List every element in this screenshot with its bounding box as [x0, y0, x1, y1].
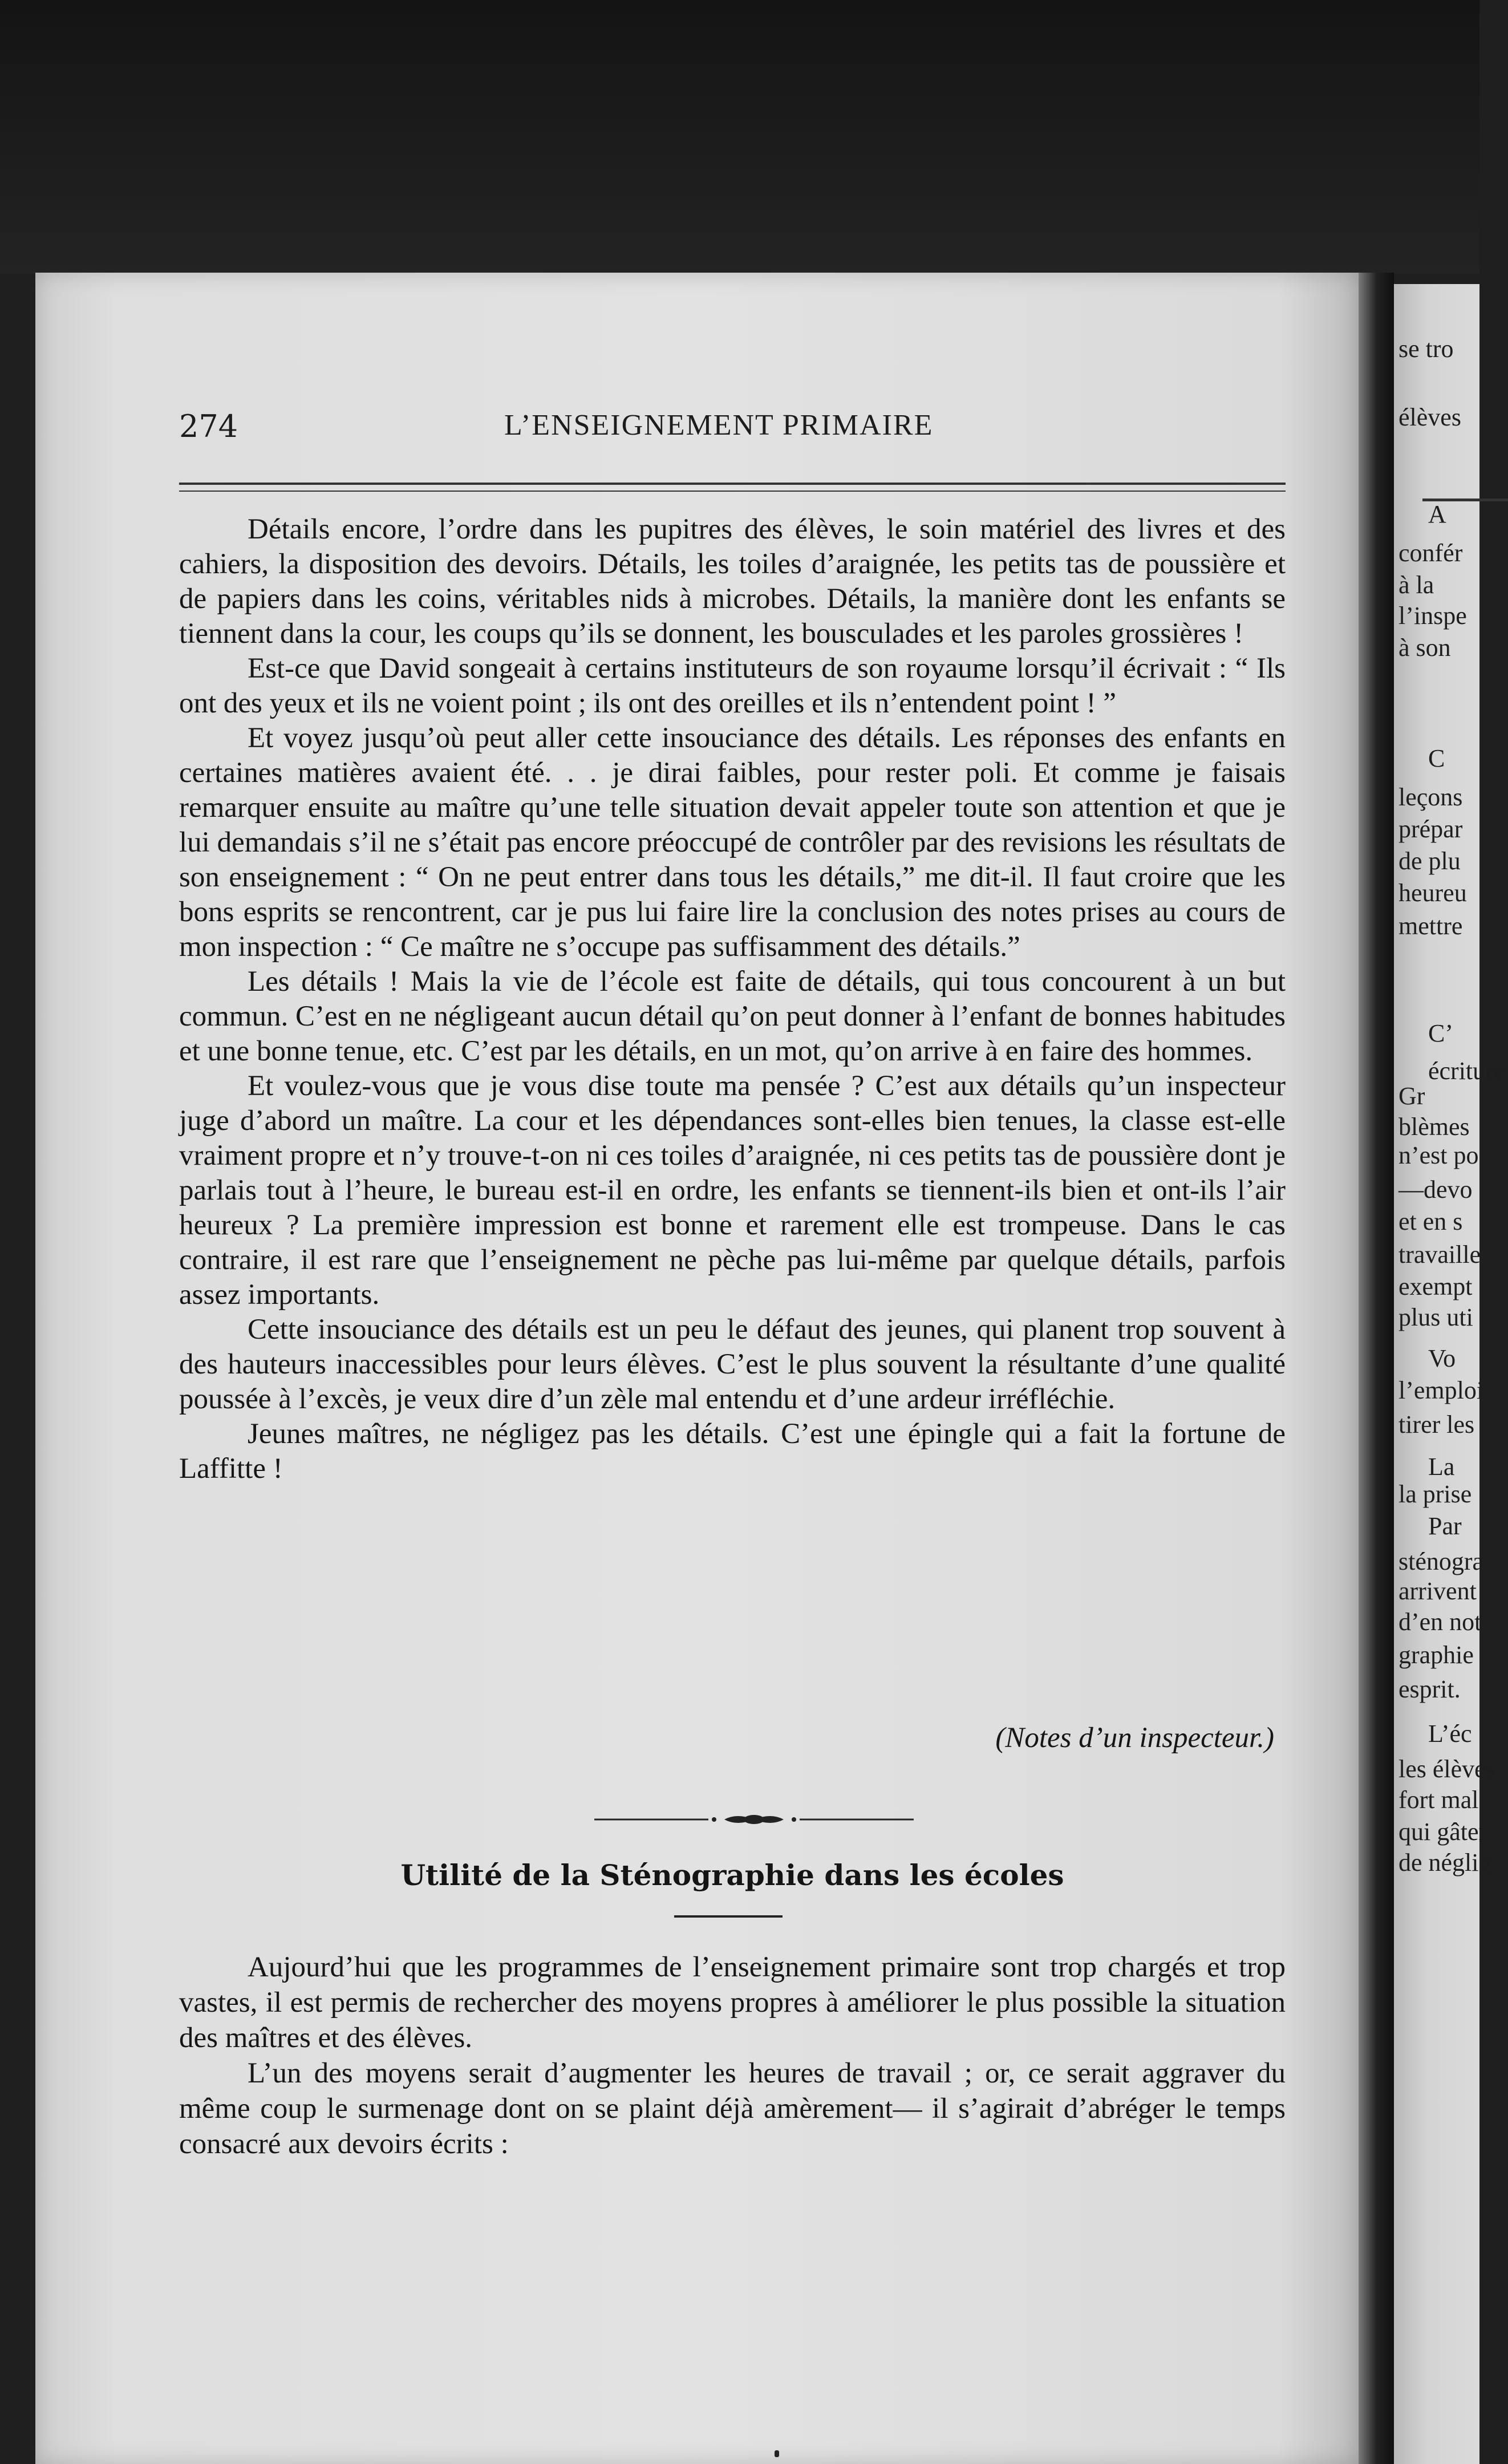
facing-page-line: l’emploi [1398, 1376, 1484, 1404]
ornament-divider [594, 1813, 914, 1826]
facing-page-line: esprit. [1398, 1675, 1461, 1703]
section-heading: Utilité de la Sténographie dans les écoles [400, 1858, 1064, 1892]
facing-page-line: élèves [1398, 403, 1461, 431]
facing-page-line: confér [1398, 539, 1463, 567]
facing-page-line: mettre [1398, 912, 1463, 940]
facing-page-line: L’éc [1428, 1720, 1472, 1748]
facing-page-line: à la [1398, 571, 1434, 599]
facing-page-line: se tro [1398, 335, 1454, 363]
paragraph: L’un des moyens serait d’augmenter les heures de travail ; or, ce serait aggraver du même coup le surmenage dont on se plaint déjà amèrement— il s’agirait d’abréger le temps consacré aux devoirs écrits : [179, 2057, 1286, 2160]
facing-page-line: fort mal, [1398, 1786, 1485, 1814]
facing-page-line: Par [1428, 1512, 1462, 1540]
paragraph: Aujourd’hui que les programmes de l’enseignement primaire sont trop chargés et trop vastes, il est permis de rechercher des moyens propres à améliorer le plus possible la situation des maîtres et des élèves. [179, 1951, 1286, 2054]
facing-page-line: leçons [1398, 783, 1463, 811]
facing-page-line: travaille [1398, 1241, 1481, 1269]
paragraph: Cette insouciance des détails est un peu le défaut des jeunes, qui planent trop souvent à des hauteurs inaccessibles pour leurs élèves. C’est le plus souvent la résultante d’une qualité poussée à l’excès, je veux dire d’un zèle mal entendu et d’une ardeur irréfléchie. [179, 1314, 1286, 1415]
facing-page-line: de plu [1398, 847, 1461, 875]
ink-speck [775, 2450, 779, 2457]
running-head [179, 408, 1304, 448]
facing-page-line: d’en not [1398, 1608, 1482, 1636]
facing-page-line: les élèves [1398, 1755, 1495, 1783]
facing-page-line: plus uti [1398, 1303, 1473, 1331]
facing-page-line: écriture [1428, 1057, 1505, 1085]
facing-page-line: exempt [1398, 1272, 1473, 1300]
facing-page-edge [1394, 284, 1505, 2464]
facing-page-line: la prise [1398, 1480, 1472, 1508]
facing-page-line: n’est po [1398, 1141, 1479, 1169]
scan-background-top [0, 0, 1479, 274]
paragraph: Détails encore, l’ordre dans les pupitres des élèves, le soin matériel des livres et des cahiers, la disposition des devoirs. Détails, les toiles d’araignée, les petits tas de poussière et de papiers dans les coins, véritables nids à microbes. Détails, la manière dont les enfants se tiennent dans la cour, les coups qu’ils se donnent, les bousculades et les paroles grossières ! [179, 513, 1286, 650]
paragraph: Et voyez jusqu’où peut aller cette insouciance des détails. Les réponses des enfants en certaines matières avaient été. . . je dirai faibles, pour rester poli. Et comme je faisais remarquer ensuite au maître qu’une telle situation devait appeler toute son attention et que je lui demandais s’il ne s’était pas encore préoccupé de contrôler par des revisions les résultats de son enseignement : “ On ne peut entrer dans tous les détails,” me dit-il. Il faut croire que les bons esprits se rencontrent, car je pus lui faire lire la conclusion des notes prises au cours de mon inspection : “ Ce maître ne s’occupe pas suffisamment des détails.” [179, 722, 1286, 963]
facing-page-line: Vo [1428, 1344, 1456, 1372]
facing-page-line: à son [1398, 634, 1451, 662]
facing-page-line: sténogra [1398, 1547, 1484, 1575]
facing-page-line: tirer les [1398, 1411, 1475, 1438]
facing-page-line: blèmes [1398, 1113, 1470, 1141]
facing-page-line: l’inspe [1398, 602, 1467, 630]
facing-page-line: de néglig [1398, 1849, 1491, 1877]
page-number: 274 [179, 408, 238, 444]
heading-rule [674, 1915, 783, 1918]
paragraph: Jeunes maîtres, ne négligez pas les détails. C’est une épingle qui a fait la fortune de Laffitte ! [179, 1418, 1286, 1485]
facing-page-line: prépar [1398, 815, 1463, 843]
article-stenographie [179, 1950, 1286, 2162]
paragraph: Les détails ! Mais la vie de l’école est faite de détails, qui tous concourent à un but commun. C’est en ne négligeant aucun détail qu’on peut donner à l’enfant de bonnes habitudes et une bonne tenue, etc. C’est par les détails, en un mot, qu’on arrive à en faire des hommes. [179, 966, 1286, 1067]
facing-page-line: La [1428, 1453, 1455, 1481]
facing-page-line: heureu [1398, 879, 1467, 907]
article-details [179, 512, 1286, 1486]
paragraph: Et voulez-vous que je vous dise toute ma pensée ? C’est aux détails qu’un inspecteur juge d’abord un maître. La cour et les dépendances sont-elles bien tenues, la classe est-elle vraiment propre et n’y trouve-t-on ni ces toiles d’araignée, ni ces petits tas de poussière dont je parlais tout à l’heure, le bureau est-il en ordre, les enfants se tiennent-ils bien et ont-ils l’air heureux ? La première impression est bonne et rarement elle est trompeuse. Dans le cas contraire, il est rare que l’enseignement ne pèche pas lui-même par quelque détails, parfois assez importants. [179, 1070, 1286, 1311]
facing-page-line: qui gâter [1398, 1818, 1487, 1846]
facing-page-line: et en s [1398, 1207, 1463, 1235]
facing-page-line: arrivent [1398, 1577, 1477, 1605]
journal-title: L’ENSEIGNEMENT PRIMAIRE [504, 409, 934, 441]
paragraph: Est-ce que David songeait à certains instituteurs de son royaume lorsqu’il écrivait : “ Ils ont des yeux et ils ne voient point ; ils ont des oreilles et ils n’entendent point ! ” [179, 653, 1286, 719]
facing-page-line: Gr [1398, 1082, 1425, 1110]
header-double-rule [179, 483, 1286, 492]
facing-page-line: graphie [1398, 1641, 1474, 1669]
facing-page-line: A [1428, 500, 1446, 528]
facing-page-line: C [1428, 744, 1445, 772]
article-signature: (Notes d’un inspecteur.) [995, 1722, 1274, 1754]
facing-page-line: —devo [1398, 1176, 1473, 1203]
facing-page-line: C’ [1428, 1019, 1453, 1047]
book-page [35, 273, 1359, 2464]
book-gutter [1359, 273, 1394, 2464]
